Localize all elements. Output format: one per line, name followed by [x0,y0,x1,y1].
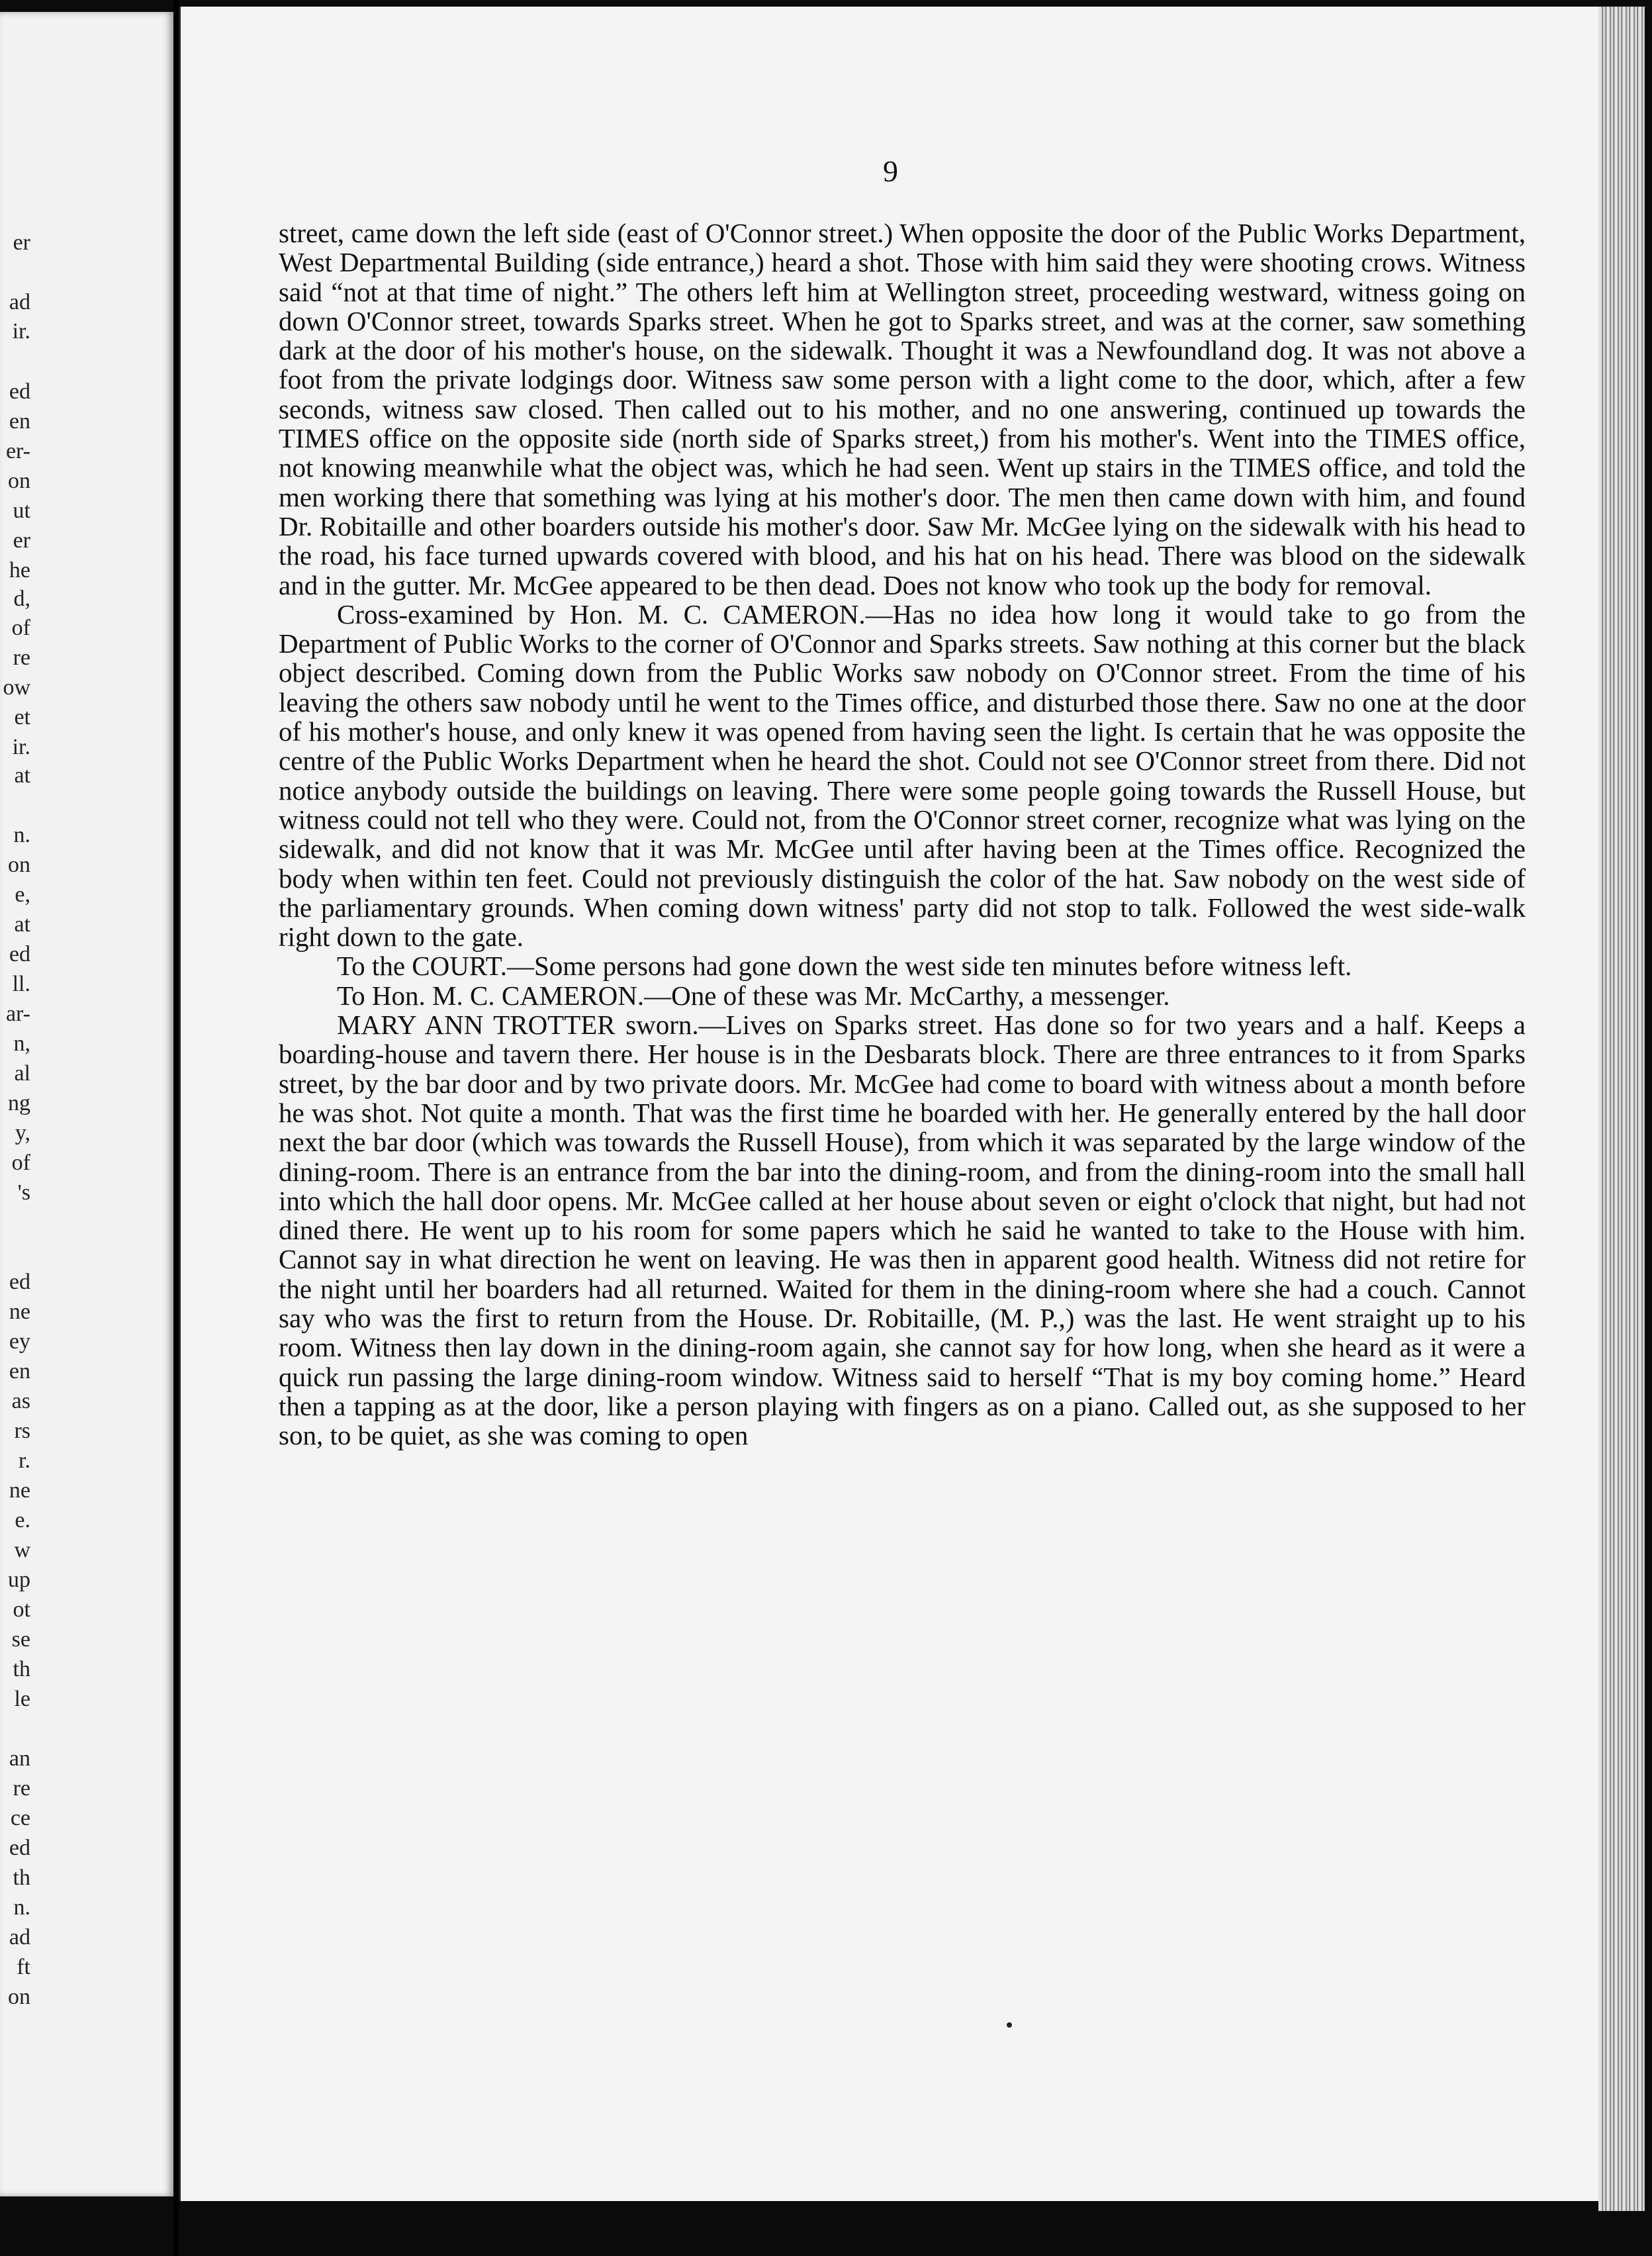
margin-fragment: on [8,853,30,877]
margin-fragment: at [14,912,30,937]
margin-fragment: 's [17,1180,30,1205]
margin-fragment: he [9,558,30,583]
margin-fragment: th [13,1865,30,1890]
margin-fragment: ar- [5,1002,30,1026]
margin-fragment: th [13,1657,30,1681]
page-number: 9 [883,154,898,188]
margin-fragment: se [11,1627,30,1652]
margin-fragment: n. [13,1895,30,1920]
margin-fragment: ad [9,290,30,314]
paragraph: To the COURT.—Some persons had gone down the west side ten minutes before witness left. [337,951,1352,982]
margin-fragment: on [8,469,30,493]
margin-fragment: y, [15,1121,30,1145]
margin-fragment: ey [9,1329,30,1354]
paragraph: MARY ANN TROTTER sworn.—Lives on Sparks street. Has done so for two years and a half. Keeps a boarding-house and tavern there. Her house is in the Desbarats block. There are three entrances to it from Sparks street, by the bar door and by two private doors. Mr. McGee had come to board with witness about a month before he was shot. Not quite a month. That was the first time he boarded with her. He generally entered by the hall door next the bar door (which was towards the Russell House), from which it was separated by the large window of the dining-room. There is an entrance from the bar into the dining-room, and from the dining-room into the small hall into which the hall door opens. Mr. McGee called at her house about seven or eight o'clock that night, but had not dined there. He went up to his room for some papers which he said he wanted to take to the House with him. Cannot say in what direction he went on leaving. He was then in apparent good health. Witness did not retire for the night until her boarders had all returned. Waited for them in the dining-room where she had a couch. Cannot say who was the first to return from the House. Dr. Robitaille, (M. P.,) was the last. He went straight up to his room. Witness then lay down in the dining-room again, she cannot say for how long, when she heard as it were a quick run passing the large dining-room window. Witness said to herself “That is my boy coming home.” Heard then a tapping as at the door, like a person playing with fingers as on a piano. Called out, as she supposed to her son, to be quiet, as she was coming to open [279,1010,1526,1451]
margin-fragment: n. [13,823,30,847]
margin-fragment: ne [9,1299,30,1324]
margin-fragment: en [9,1359,30,1384]
margin-fragment: e. [15,1508,30,1532]
margin-fragment: ed [9,1836,30,1860]
margin-fragment: et [14,705,30,729]
margin-fragment: of [11,616,30,640]
margin-fragment: as [11,1389,30,1413]
margin-fragment: ne [9,1478,30,1503]
scan-spot [1539,2157,1559,2183]
book-gutter [173,0,179,2256]
facing-page-edge [0,12,173,2196]
paragraph: street, came down the left side (east of O'Connor street.) When opposite the door of the Public Works Department, West Departmental Building (side entrance,) heard a shot. Those with him said they were shooting crows. Witness said “not at that time of night.” The others left him at Wellington street, proceeding westward, witness going on down O'Connor street, towards Sparks street. When he got to Sparks street, and was at the corner, saw something dark at the door of his mother's house, on the sidewalk. Thought it was a Newfoundland dog. It was not above a foot from the private lodgings door. Witness saw some person with a light come to the door, which, after a few seconds, witness saw closed. Then called out to his mother, and no one answering, continued up towards the TIMES office on the opposite side (north side of Sparks street,) from his mother's. Went into the TIMES office, not knowing meanwhile what the object was, which he had seen. Went up stairs in the TIMES office, and told the men working there that something was lying at his mother's door. The men then came down with him, and found Dr. Robitaille and other boarders outside his mother's door. Saw Mr. McGee lying on the sidewalk with his head to the road, his face turned upwards covered with blood, and his hat on his head. There was blood on the sidewalk and in the gutter. Mr. McGee appeared to be then dead. Does not know who took up the body for removal. [279,218,1526,600]
margin-fragment: ll. [12,972,30,996]
margin-fragment: ng [8,1091,30,1115]
page-dot [1007,2022,1012,2028]
margin-fragment: er [13,230,30,255]
margin-fragment: an [9,1746,30,1771]
margin-fragment: d, [13,587,30,611]
margin-fragment: ce [10,1806,30,1830]
margin-fragment: w [14,1538,30,1562]
book-page [179,7,1600,2201]
margin-fragment: ow [3,675,30,700]
margin-fragment: rs [14,1419,30,1443]
margin-fragment: ir. [12,319,30,344]
margin-fragment: ed [9,1270,30,1294]
page-body [279,218,1526,1450]
margin-fragment: en [9,409,30,434]
margin-fragment: of [11,1151,30,1175]
margin-fragment: ed [9,942,30,966]
margin-fragment: al [14,1061,30,1086]
margin-fragment: ut [13,498,30,523]
margin-fragment: re [13,645,30,670]
margin-fragment: le [14,1687,30,1711]
margin-fragment: re [13,1776,30,1801]
margin-fragment: r. [19,1448,30,1473]
margin-fragment: ir. [12,735,30,759]
paragraph: To Hon. M. C. CAMERON.—One of these was Mr. McCarthy, a messenger. [337,980,1170,1011]
margin-fragment: at [14,763,30,788]
margin-fragment: er [13,528,30,553]
margin-fragment: e, [15,882,30,907]
margin-fragment: ot [13,1597,30,1622]
margin-fragment: ad [9,1925,30,1950]
page-stack-edges [1598,7,1645,2211]
margin-fragment: on [8,1985,30,2009]
margin-fragment: ed [9,379,30,404]
margin-fragment: n, [13,1031,30,1056]
margin-fragment: up [8,1568,30,1592]
margin-fragment: er- [5,439,30,463]
paragraph: Cross-examined by Hon. M. C. CAMERON.—Has no idea how long it would take to go from the Department of Public Works to the corner of O'Connor and Sparks streets. Saw nothing at this corner but the black object described. Coming down from the Public Works saw nobody on O'Connor street. From the time of his leaving the others saw nobody until he went to the Times office, and disturbed those there. Saw no one at the door of his mother's house, and only knew it was opened from having seen the light. Is certain that he was opposite the centre of the Public Works Department when he heard the shot. Could not see O'Connor street from there. Did not notice anybody outside the buildings on leaving. There were some people going towards the Russell House, but witness could not tell who they were. Could not, from the O'Connor street corner, recognize what was lying on the sidewalk, and did not know that it was Mr. McGee until after having been at the Times office. Recognized the body when within ten feet. Could not previously distinguish the color of the hat. Saw nobody on the west side of the parliamentary grounds. When coming down witness' party did not stop to talk. Followed the west side-walk right down to the gate. [279,598,1526,953]
margin-fragment: ft [17,1955,30,1979]
